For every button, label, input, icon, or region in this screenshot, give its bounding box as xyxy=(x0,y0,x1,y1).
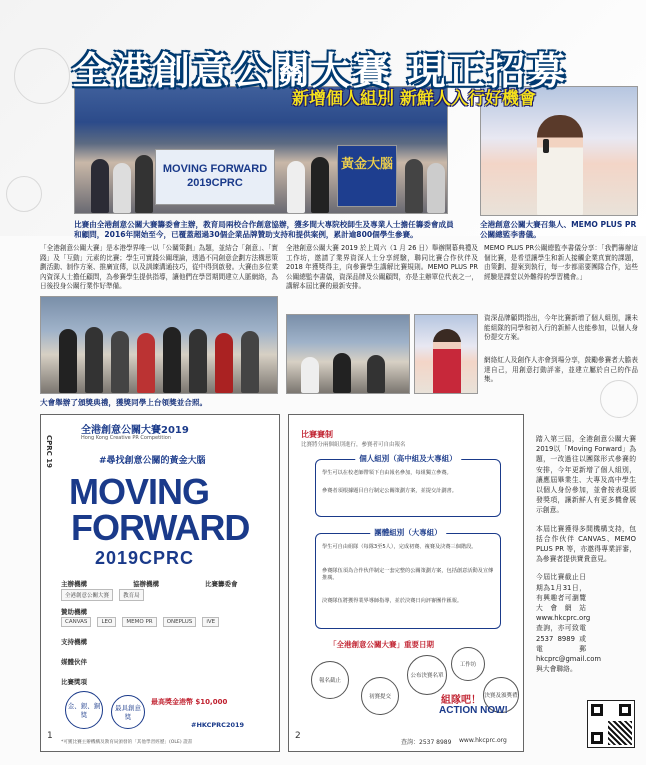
team-group-title: 團體組別（大專組） xyxy=(370,527,446,538)
individual-group-box xyxy=(315,454,501,517)
award-person xyxy=(111,331,129,393)
speaker-photo xyxy=(414,314,478,394)
award-photo xyxy=(40,296,278,394)
crowd-person xyxy=(427,163,445,213)
competition-form xyxy=(288,414,524,752)
media-label: 媒體伙伴 xyxy=(61,658,87,666)
hero-photo-caption: 比賽由全港創意公關大賽籌委會主辦，教育局兩校合作創意協辦，獲多間大專院校師生及專業人士擔任籌委會成員和顧問，2016年開始至今，已覆蓋超過30個企業品牌贊助支持和提供案例，累計逾800個學生參賽。 xyxy=(74,220,454,239)
crowd-person xyxy=(311,157,329,213)
poster-tagline: #尋找創意公關的黃金大腦 xyxy=(99,456,206,466)
qr-finder xyxy=(591,732,603,744)
qr-finder xyxy=(619,704,631,716)
article-column-3b: 資深品牌顧問指出，今年比賽新增了個人組別，讓未能組隊的同學和初入行的新鮮人也能參加，以個人身份提交方案。 xyxy=(484,314,638,342)
poster-logo-sub: Hong Kong Creative PR Competition xyxy=(81,435,171,441)
poster-forward: FORWARD xyxy=(71,507,250,548)
poster-side-label: CPRC 19 xyxy=(45,435,53,468)
competition-poster xyxy=(40,414,280,752)
panel-person xyxy=(367,355,385,393)
article-column-2: 全港創意公關大賽 2019 於上周六（1 月 26 日）舉辦開幕典禮及工作坊，邀請了業界資深人士分享經驗，聯同比賽合作伙伴及 2018 年獲獎得主，向參賽學生講解比賽規則。MEMO PLUS PR公關總監李書儀，資深品牌及公關顧問，亦是主辦單位代表之一，講解本屆比賽的最新安排。 xyxy=(286,244,478,291)
award-person xyxy=(241,331,259,393)
support-label: 支持機構 xyxy=(61,638,87,646)
poster-logo: 全港創意公關大賽2019 xyxy=(81,425,189,436)
right-column-text xyxy=(536,434,636,674)
crowd-person xyxy=(113,163,131,213)
organizer-logo: 全港創意公關大賽 xyxy=(61,589,113,601)
poster-page-number: 1 xyxy=(47,731,53,741)
prize-money-text: 最高獎金港幣 $10,000 xyxy=(151,698,228,706)
organizer-label: 主辦機構 xyxy=(61,580,87,588)
form-title: 比賽賽制 xyxy=(301,430,333,439)
organizer-logos xyxy=(61,589,271,601)
right-column-paragraph-2: 本屆比賽獲得多間機構支持，包括合作伙伴 CANVAS、MEMO PLUS PR 等，亦邀得專業評審，為參賽者提供寶貴意見。 xyxy=(536,524,636,564)
banner-moving-forward-text: MOVING FORWARD 2019CPRC xyxy=(162,163,268,189)
award-person xyxy=(85,327,103,393)
poster-hashtag: #HKCPRC2019 xyxy=(191,721,245,729)
sponsor-label: 贊助機構 xyxy=(61,608,87,616)
sponsor-logo: MEMO PR xyxy=(122,617,156,627)
prize-bubble-creative: 最具創意獎 xyxy=(111,695,145,729)
crowd-person xyxy=(405,159,423,213)
prize-label: 比賽獎項 xyxy=(61,678,87,686)
article-column-3c: 網絡紅人及創作人亦會到場分享，鼓勵參賽者大膽表達自己，用創意打動評審，並建立屬於自己的作品集。 xyxy=(484,356,638,384)
flow-step-2: 初賽提交 xyxy=(361,677,399,715)
speaker-person xyxy=(433,329,461,394)
form-page-number: 2 xyxy=(295,731,301,741)
sponsor-logo: CANVAS xyxy=(61,617,91,627)
qr-finder xyxy=(591,704,603,716)
committee-label: 比賽籌委會 xyxy=(205,580,238,588)
crowd-person xyxy=(135,155,153,213)
poster-year: 2019CPRC xyxy=(95,548,195,568)
contact-website[interactable]: www.hkcprc.org xyxy=(459,737,507,744)
qr-code-icon[interactable] xyxy=(587,700,635,748)
team-group-text-2: 參賽隊伍須為合作伙伴制定一套完整的公關策劃方案，包括創意活動及宣傳推廣。 xyxy=(322,568,494,582)
crowd-person xyxy=(91,159,109,213)
important-dates-title: 「全港創意公關大賽」重要日期 xyxy=(329,640,434,649)
poster-footer: *可獲比賽主辦機構及教育局頒發的「其他學習經歷」(OLE) 證書 xyxy=(61,740,193,745)
sponsor-logo: LEO xyxy=(97,617,116,627)
panel-person xyxy=(301,357,319,393)
doodle-circle xyxy=(6,176,42,212)
guest-photo-caption: 全港創意公關大賽召集人、MEMO PLUS PR公關總監李書儀。 xyxy=(480,220,637,239)
individual-group-text-2: 參賽者須根據題目自行制定公關策劃方案，並提交計劃書。 xyxy=(322,488,457,494)
crowd-person xyxy=(287,161,305,213)
team-group-text-1: 學生可自由組隊（每隊3至5人），完成初賽、複賽及決賽三個階段。 xyxy=(322,544,477,550)
award-person xyxy=(59,329,77,393)
headline-subtitle: 新增個人組別 新鮮人入行好機會 xyxy=(292,89,536,109)
award-person xyxy=(137,333,155,393)
right-column-paragraph-3: 今屆比賽截止日期為1月31日，有興趣者可瀏覽大會網站 www.hkcprc.org 查詢，亦可致電 2537 8989 或電郵 hkcprc@gmail.com 與大會聯絡。 xyxy=(536,573,602,674)
action-now-text: ACTION NOW! xyxy=(439,705,508,716)
article-column-1: 「全港創意公關大賽」是本港學界唯一以「公關策劃」為題，並結合「創意」、「實踐」及「互動」元素的比賽；學生可實踐公關理論，透過不同創意企劃方法構思策劃活動、制作方案、推廣宣傳，以及訓練溝通技巧，從中得到啟發。大賽由多位業內資深人士擔任顧問，為參賽學生提供指導，讓他們在學習期間建立人脈網絡，為日後投身公關行業作好準備。 xyxy=(40,244,278,290)
guest-microphone xyxy=(543,139,549,153)
flow-step-4: 工作坊 xyxy=(451,647,485,681)
right-column-paragraph-1: 踏入第三屆，全港創意公關大賽2019以「Moving Forward」為題，一改過往以團隊形式參賽的安排，今年更新增了個人組別，讓應屆畢業生、大專及高中學生以個人身份參加，並會按表現頒發獎項，讓新鮮人有更多機會展示創意。 xyxy=(536,435,636,515)
individual-group-text-1: 學生可以在校老師帶領下自由報名參加，每組獨立參賽。 xyxy=(322,470,452,476)
flow-step-5: 決賽及頒獎禮 xyxy=(483,677,519,713)
award-person xyxy=(189,329,207,393)
form-subtitle: 比賽將分兩個組別進行，參賽者可自由報名 xyxy=(301,442,406,448)
poster-moving: MOVING xyxy=(69,471,210,512)
sponsor-logo: ONEPLUS xyxy=(163,617,197,627)
flow-step-3: 公布決賽名單 xyxy=(407,655,447,695)
individual-group-title: 個人組別（高中組及大專組） xyxy=(355,453,461,464)
award-person xyxy=(215,333,233,393)
sponsor-logo: iVE xyxy=(202,617,219,627)
article-column-3: MEMO PLUS PR公關總監李書儀分享：「我們籌辦這個比賽，是希望讓學生和新人接觸企業真實的課題，由策劃、提案到執行，每一步都需要團隊合作，這些經驗是課堂以外難得的學習機會。」 xyxy=(484,244,638,281)
contact-phone: 查詢：2537 8989 xyxy=(401,739,452,746)
banner-golden-brain xyxy=(337,145,397,207)
prize-bubble-medals: 金、銀、銅獎 xyxy=(65,691,103,729)
panel-photo xyxy=(286,314,410,394)
co-organizer-label: 協辦機構 xyxy=(133,580,159,588)
doodle-circle xyxy=(14,48,70,104)
headline-title: 全港創意公關大賽 現正招募 xyxy=(72,48,568,93)
banner-moving-forward xyxy=(155,149,275,205)
sponsor-logos xyxy=(61,617,271,627)
join-text: 組隊吧！ xyxy=(441,695,481,706)
qr-modules xyxy=(608,721,632,745)
guest-person xyxy=(537,115,583,216)
flow-step-1: 報名截止 xyxy=(311,661,349,699)
panel-person xyxy=(333,353,351,393)
award-photo-caption: 大會舉辦了頒獎典禮，獲獎同學上台領獎並合照。 xyxy=(40,398,208,407)
banner-golden-brain-text: 黃金大腦 xyxy=(340,157,393,172)
organizer-logo: 教育局 xyxy=(119,589,144,601)
team-group-box xyxy=(315,528,501,629)
award-person xyxy=(163,327,181,393)
team-group-text-3: 決賽隊伍將獲得業界導師指導，並於決賽日向評審團作匯報。 xyxy=(322,598,463,604)
